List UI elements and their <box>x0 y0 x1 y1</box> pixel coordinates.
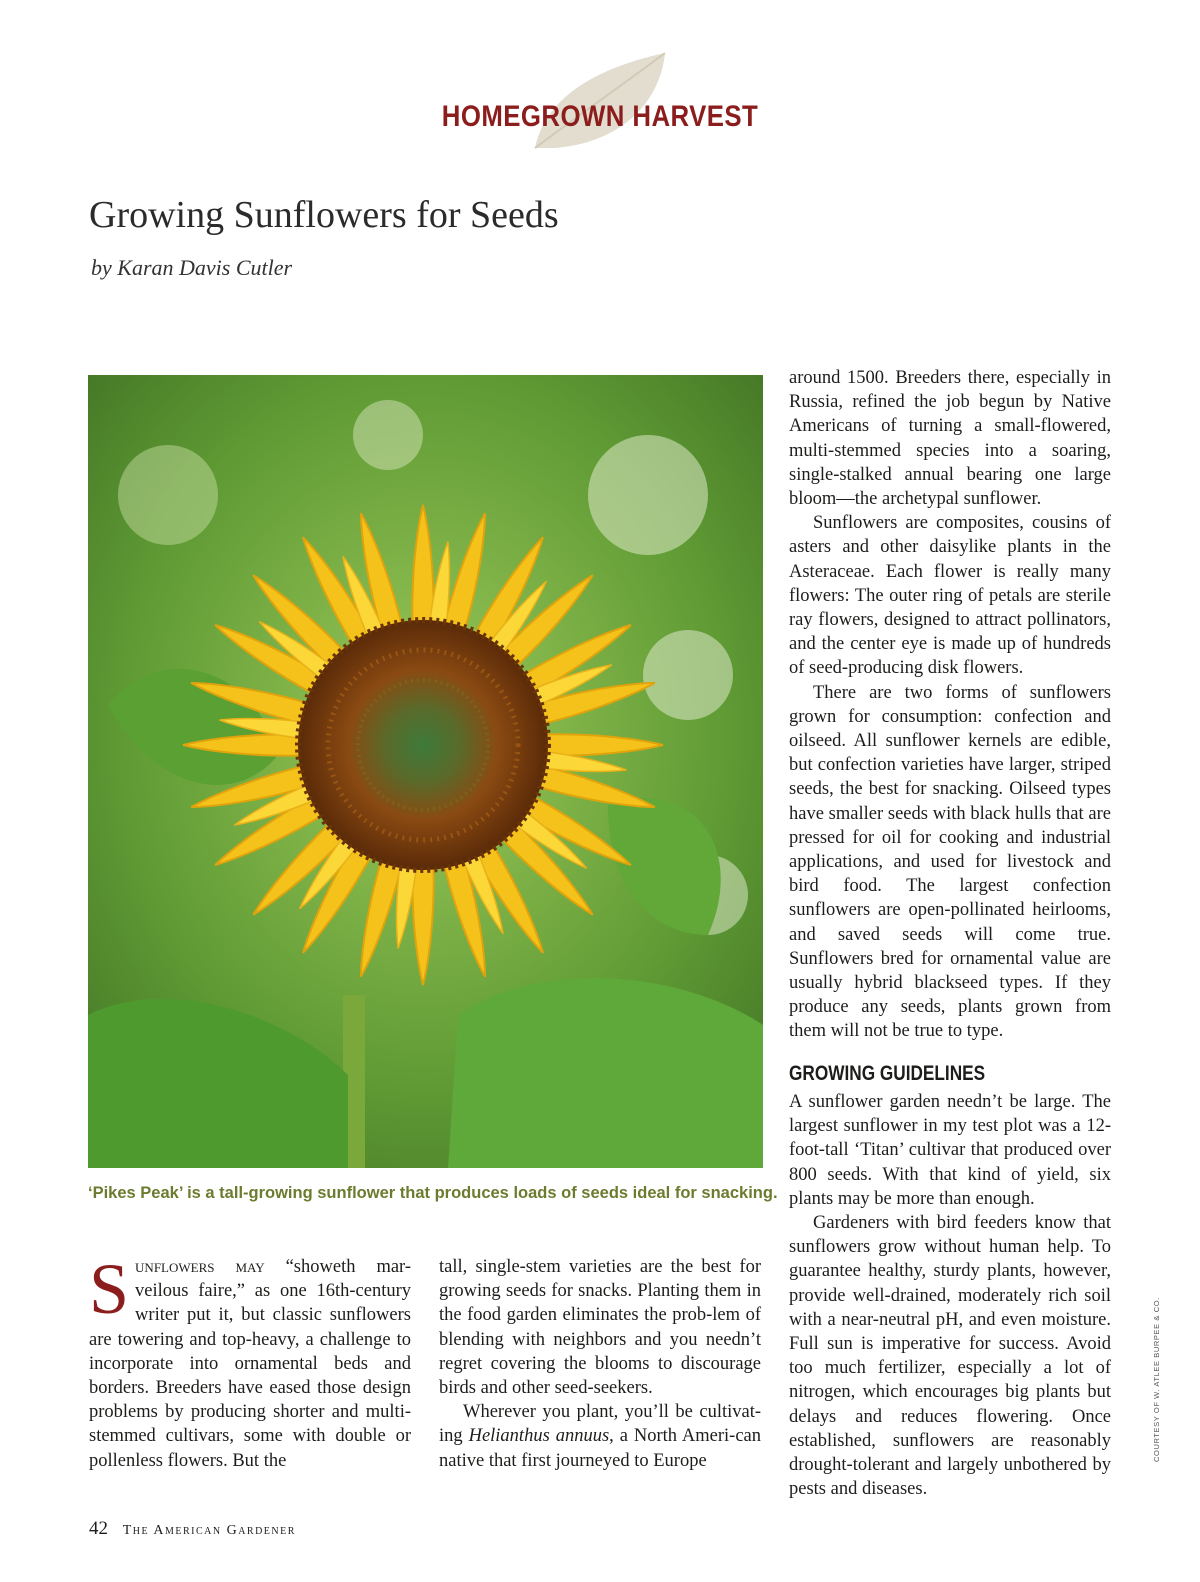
body-column-3 <box>789 366 1111 1501</box>
byline: by Karan Davis Cutler <box>91 255 293 280</box>
text-line: can native that first journeyed to Europe <box>439 1426 762 1471</box>
publication-name: The American Gardener <box>122 1523 296 1538</box>
paragraph: Gardeners with bird feeders know that sunflowers grow without human help. To guarantee healthy, sturdy plants, however, provide well-drained, moderately rich soil with a near-neutral pH, and even moisture. Full sun is imperative for success. Avoid too much fertilizer, especially a lot of nitrogen, which encourages big plants but delays and reduces flowering. Once established, sunflowers are reasonably drought-tolerant and largely unbothered by pests and diseases. <box>789 1212 1111 1500</box>
text-line: tall, single-stem varieties are the best for <box>439 1257 761 1277</box>
paragraph: Sunflowers are composites, cousins of asters and other daisylike plants in the Asteraceae. Each flower is really many flowers: The outer ring of petals are sterile ray flowers, designed to attract pollinators, and the center eye is made up of hundreds of seed-producing disk flowers. <box>789 513 1111 679</box>
page-footer <box>89 1518 296 1540</box>
paragraph: There are two forms of sunflowers grown for consumption: confection and oilseed. All sunflower kernels are edible, but confection varieties have larger, striped seeds, the best for snacking. Oilseed types have smaller seeds with black hulls that are pressed for oil for cooking and industrial applications, and used for livestock and bird food. The largest confection sunflowers are open-pollinated heirlooms, and saved seeds will come true. Sunflowers bred for ornamental value are usually hybrid blackseed types. If they produce any seeds, plants grown from them will not be true to type. <box>789 682 1111 1042</box>
text-line: writer put it, but classic sunflowers <box>135 1305 411 1326</box>
text-line: ing <box>439 1426 469 1447</box>
text-line: Wherever you plant, you’ll be cultivat- <box>463 1402 761 1423</box>
text-line: are towering and top-heavy, a challenge <box>89 1329 391 1350</box>
subheading: GROWING GUIDELINES <box>789 1061 986 1085</box>
text-line: discourage birds and other seed-seekers. <box>439 1353 762 1399</box>
text-line: lem of blending with neighbors and you <box>439 1305 761 1350</box>
page-number: 42 <box>89 1518 108 1539</box>
text-line: growing seeds for snacks. Planting them <box>439 1281 742 1302</box>
text-line: needn’t regret covering the blooms to <box>439 1329 761 1374</box>
sunflower-photo <box>88 375 763 1168</box>
body-column-2 <box>439 1255 761 1473</box>
photo-caption: ‘Pikes Peak’ is a tall-growing sunflower that produces loads of seeds ideal for snacking. <box>88 1184 778 1202</box>
text-line: and borders. Breeders have eased those <box>89 1353 412 1399</box>
body-column-1 <box>89 1249 412 1473</box>
text-line: design problems by producing shorter <box>89 1378 411 1423</box>
text-line: “showeth mar- <box>264 1257 411 1277</box>
drop-cap: S <box>89 1249 130 1329</box>
photo-credit: COURTESY OF W. ATLEE BURPEE & CO. <box>1152 1297 1161 1462</box>
text-line: and multi-stemmed cultivars, some with <box>89 1402 411 1447</box>
article-title: Growing Sunflowers for Seeds <box>89 194 559 236</box>
lead-in: unflowers may <box>135 1257 265 1277</box>
lead-paragraph <box>89 1249 412 1473</box>
text-line: double or pollenless flowers. But the <box>89 1426 412 1471</box>
text-line: veilous faire,” as one 16th-century <box>135 1281 411 1302</box>
text-line: , a North Ameri- <box>609 1426 736 1447</box>
paragraph: around 1500. Breeders there, especially in Russia, refined the job begun by Native Americans of turning a small-flowered, multi-stemmed species into a soaring, single-stalked annual bearing one large bloom—the archetypal sunflower. <box>789 368 1111 510</box>
paragraph <box>439 1400 761 1473</box>
species-name: Helianthus annuus <box>468 1426 610 1447</box>
text-line: in the food garden eliminates the prob- <box>439 1281 761 1326</box>
paragraph: A sunflower garden needn’t be large. The largest sunflower in my test plot was a 12-foot-tall ‘Titan’ cultivar that produced over 800 seeds. With that kind of yield, six plants may be more than enough. <box>789 1091 1111 1209</box>
paragraph <box>439 1255 761 1400</box>
text-line: to incorporate into ornamental beds <box>89 1329 411 1374</box>
section-heading: HOMEGROWN HARVEST <box>441 100 759 133</box>
